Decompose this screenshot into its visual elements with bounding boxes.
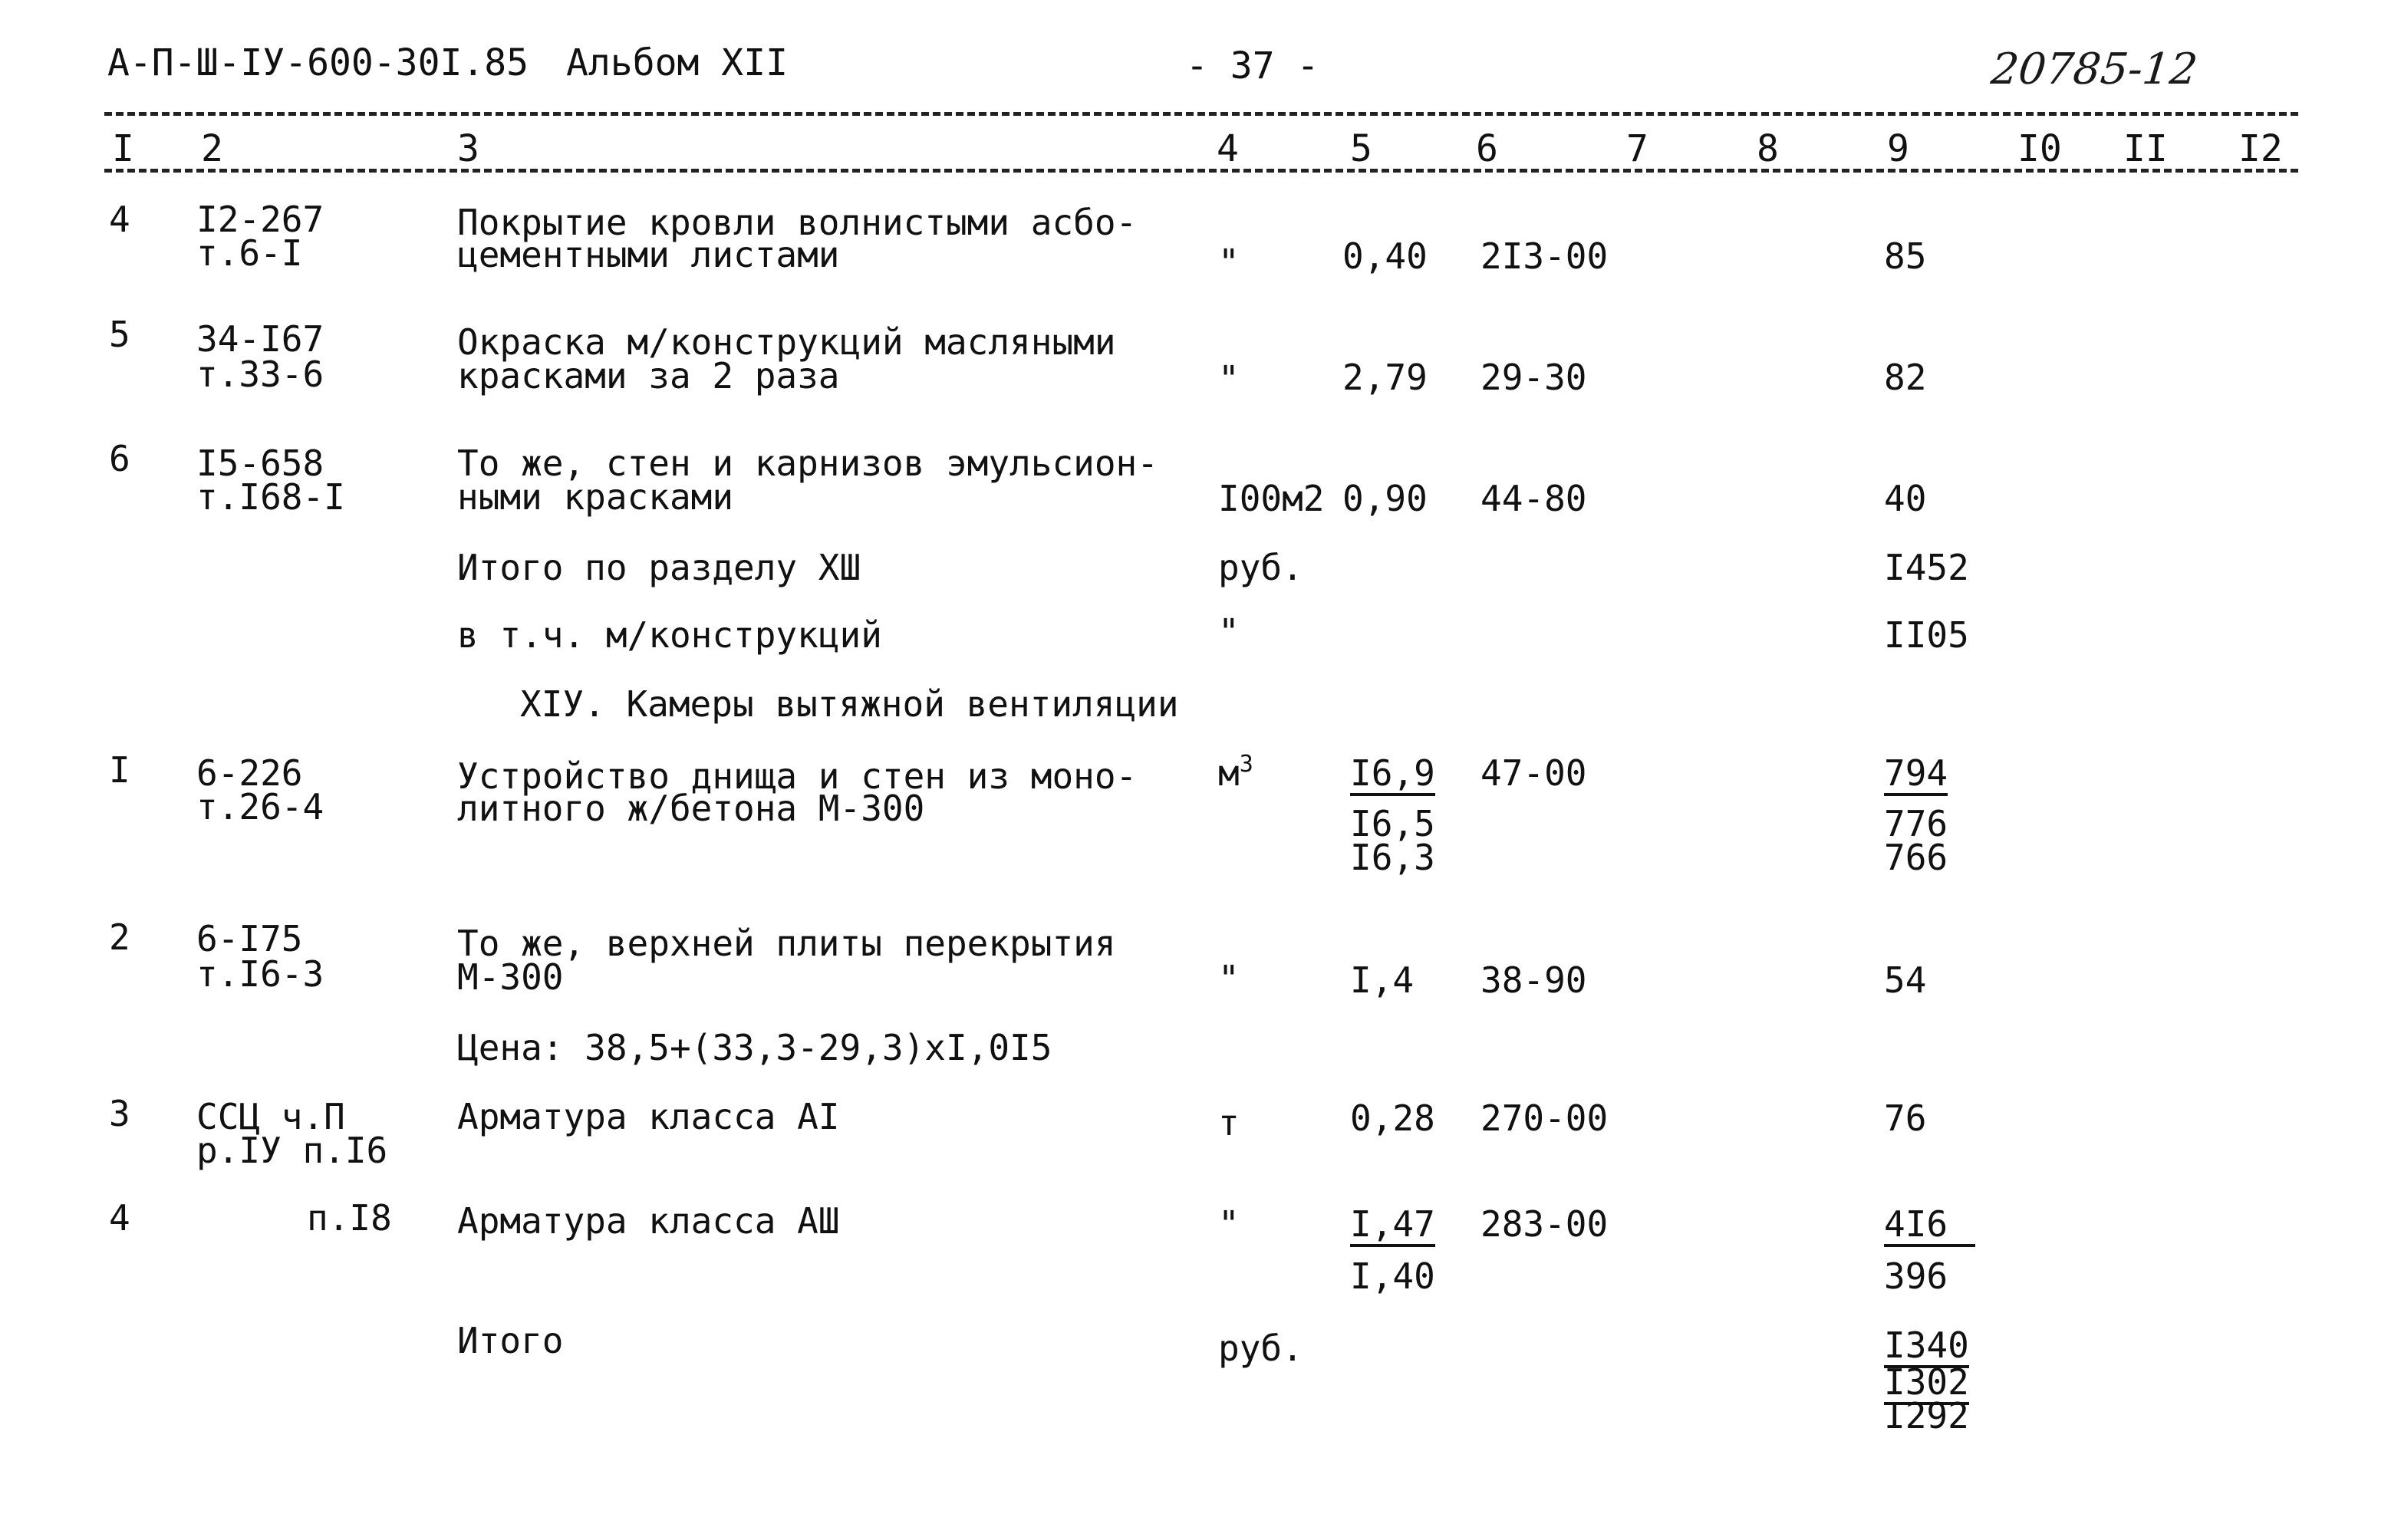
subtotal-metal-value: II05 <box>1884 614 1969 656</box>
row-description: То же, верхней плиты перекрытия <box>457 923 1116 964</box>
row-number: I <box>109 749 130 791</box>
album-title: Альбом XII <box>566 41 788 84</box>
row-total-a: 794 <box>1884 755 1948 796</box>
subtotal-metal-label: в т.ч. м/конструкций <box>457 614 882 656</box>
row-quantity: I,4 <box>1350 959 1415 1001</box>
row-quantity-b: I6,5 <box>1350 803 1435 844</box>
column-header-9: 9 <box>1887 127 1909 170</box>
row-quantity-a: I,47 <box>1350 1206 1435 1247</box>
row-code: ССЦ ч.П <box>196 1096 345 1137</box>
row-description: То же, стен и карнизов эмульсион- <box>457 443 1158 484</box>
row-code-section: р.IУ п.I6 <box>196 1130 388 1171</box>
header-rule-bottom <box>104 169 2298 173</box>
total-label: Итого <box>457 1320 564 1361</box>
column-header-2: 2 <box>201 127 223 170</box>
row-code: 34-I67 <box>196 318 324 360</box>
row-unit: " <box>1218 1203 1240 1245</box>
row-unit: " <box>1218 358 1240 400</box>
row-total-a: 4I6 <box>1884 1206 1975 1247</box>
row-description-cont: ными красками <box>457 476 734 518</box>
row-total: 85 <box>1884 235 1927 277</box>
total-value-b: I302 <box>1884 1364 1969 1405</box>
row-total-c: 766 <box>1884 837 1948 878</box>
row-number: 6 <box>109 438 130 479</box>
row-quantity: 0,28 <box>1350 1097 1435 1139</box>
row-code: I5-658 <box>196 443 324 484</box>
row-quantity: 0,40 <box>1342 235 1428 277</box>
row-description-cont: М-300 <box>457 956 564 998</box>
column-header-12: I2 <box>2238 127 2283 170</box>
row-description-cont: красками за 2 раза <box>457 355 840 397</box>
column-header-11: II <box>2123 127 2168 170</box>
row-total: 82 <box>1884 357 1927 398</box>
row-quantity-c: I6,3 <box>1350 837 1435 878</box>
row-total: 40 <box>1884 478 1927 519</box>
row-number: 5 <box>109 314 130 355</box>
row-code: I2-267 <box>196 199 324 240</box>
row-total-b: 776 <box>1884 803 1948 844</box>
column-header-4: 4 <box>1217 127 1239 170</box>
subtotal-label: Итого по разделу ХШ <box>457 547 861 588</box>
row-code-table: т.6-I <box>196 232 303 274</box>
row-price: 270-00 <box>1480 1097 1609 1139</box>
row-code-table: т.I68-I <box>196 476 345 518</box>
row-unit <box>1218 751 1253 797</box>
row-description-cont: литного ж/бетона М-300 <box>457 788 925 829</box>
row-price: 38-90 <box>1480 959 1587 1001</box>
section-heading: XIУ. Камеры вытяжной вентиляции <box>520 683 1179 725</box>
row-unit: I00м2 <box>1218 478 1325 519</box>
row-total: 76 <box>1884 1097 1927 1139</box>
column-header-7: 7 <box>1626 127 1648 170</box>
subtotal-value: I452 <box>1884 547 1969 588</box>
row-number: 2 <box>109 916 130 958</box>
column-header-6: 6 <box>1476 127 1498 170</box>
row-price: 47-00 <box>1480 752 1587 794</box>
row-code-table: т.26-4 <box>196 786 324 828</box>
row-total-b: 396 <box>1884 1255 1948 1297</box>
price-note: Цена: 38,5+(33,3-29,3)xI,0I5 <box>457 1027 1052 1068</box>
subtotal-metal-unit: " <box>1218 611 1240 653</box>
row-code: п.I8 <box>307 1197 392 1239</box>
row-description: Устройство днища и стен из моно- <box>457 755 1138 797</box>
column-header-1: I <box>112 127 134 170</box>
row-description: Покрытие кровли волнистыми асбо- <box>457 202 1138 243</box>
row-code: 6-I75 <box>196 918 303 959</box>
document-code: А-П-Ш-IУ-600-30I.85 <box>107 41 529 84</box>
row-quantity-b: I,40 <box>1350 1255 1435 1297</box>
row-description: Арматура класса АШ <box>457 1200 840 1242</box>
row-number: 4 <box>109 199 130 240</box>
row-price: 29-30 <box>1480 357 1587 398</box>
row-price: 283-00 <box>1480 1203 1609 1245</box>
row-quantity-a: I6,9 <box>1350 755 1435 796</box>
page-number: - 37 - <box>1186 44 1319 87</box>
row-description-cont: цементными листами <box>457 234 840 275</box>
column-header-10: I0 <box>2017 127 2062 170</box>
row-total: 54 <box>1884 959 1927 1001</box>
row-description: Окраска м/конструкций масляными <box>457 321 1116 363</box>
header-rule-top <box>104 112 2298 116</box>
row-quantity: 2,79 <box>1342 357 1428 398</box>
subtotal-unit: руб. <box>1218 547 1303 588</box>
row-unit: т <box>1218 1102 1240 1143</box>
row-unit: " <box>1218 958 1240 999</box>
row-number: 3 <box>109 1093 130 1134</box>
unit-superscript: 3 <box>1239 751 1253 778</box>
unit-text: м <box>1218 752 1240 794</box>
row-code-table: т.I6-3 <box>196 953 324 995</box>
row-price: 44-80 <box>1480 478 1587 519</box>
column-header-8: 8 <box>1757 127 1779 170</box>
total-unit: руб. <box>1218 1328 1303 1369</box>
row-price: 2I3-00 <box>1480 235 1609 277</box>
total-value-c: I292 <box>1884 1395 1969 1436</box>
row-quantity: 0,90 <box>1342 478 1428 519</box>
column-header-5: 5 <box>1350 127 1372 170</box>
row-number: 4 <box>109 1197 130 1239</box>
row-unit: " <box>1218 242 1240 283</box>
row-code-table: т.33-6 <box>196 354 324 395</box>
row-code: 6-226 <box>196 752 303 794</box>
row-description: Арматура класса АI <box>457 1096 840 1137</box>
total-value-a: I340 <box>1884 1327 1969 1368</box>
handwritten-id: 20785-12 <box>1988 44 2200 94</box>
column-header-3: 3 <box>457 127 479 170</box>
